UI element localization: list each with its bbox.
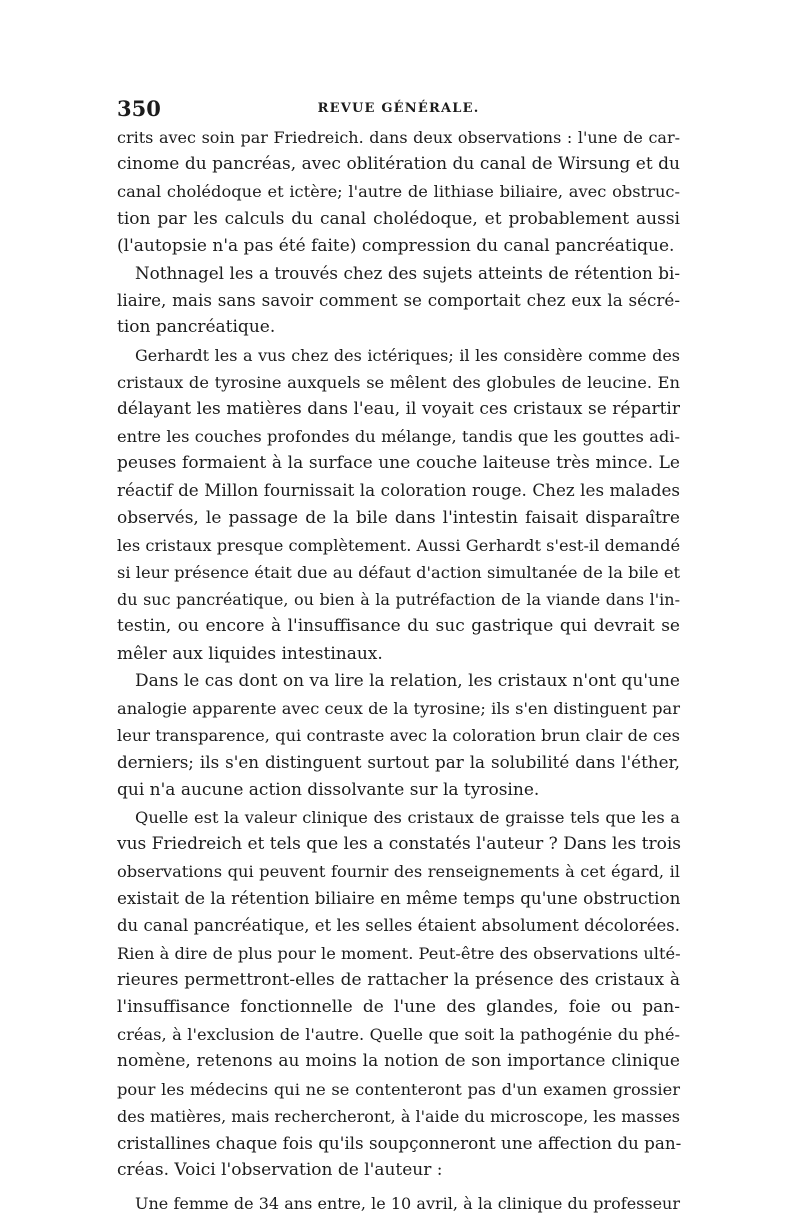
text-line: délayant les matières dans l'eau, il voyait ces cristaux se répartir [117, 398, 680, 419]
page-header [117, 96, 680, 126]
text-line: créas. Voici l'observation de l'auteur : [117, 1160, 443, 1181]
paragraph-first-line: Quelle est la valeur clinique des cristaux de graisse tels que les a [135, 807, 680, 827]
text-line: leur transparence, qui contraste avec la coloration brun clair de ces [117, 726, 680, 746]
text-line: existait de la rétention biliaire en même temps qu'une obstruction [117, 888, 681, 909]
text-line: créas, à l'exclusion de l'autre. Quelle que soit la pathogénie du phé- [117, 1025, 680, 1045]
page-number: 350 [117, 96, 161, 121]
text-line: crits avec soin par Friedreich. dans deux observations : l'une de car- [117, 128, 680, 147]
text-line: canal cholédoque et ictère; l'autre de lithiase biliaire, avec obstruc- [117, 182, 680, 202]
text-line: du canal pancréatique, et les selles étaient absolument décolorées. [117, 916, 680, 936]
text-line: cristallines chaque fois qu'ils soupçonneront une affection du pan- [117, 1132, 682, 1153]
text-line: (l'autopsie n'a pas été faite) compression du canal pancréatique. [117, 235, 675, 256]
text-line: les cristaux presque complètement. Aussi Gerhardt s'est-il demandé [117, 535, 681, 555]
paragraph-first-line: Nothnagel les a trouvés chez des sujets atteints de rétention bi- [135, 262, 680, 283]
text-line: mêler aux liquides intestinaux. [117, 643, 383, 664]
text-line: Rien à dire de plus pour le moment. Peut-être des observations ulté- [117, 943, 681, 963]
body-text [117, 124, 680, 1218]
text-line: liaire, mais sans savoir comment se comportait chez eux la sécré- [117, 290, 680, 311]
text-line: analogie apparente avec ceux de la tyrosine; ils s'en distinguent par [117, 698, 680, 718]
text-line: du suc pancréatique, ou bien à la putréfaction de la viande dans l'in- [117, 590, 680, 610]
text-line: tion pancréatique. [117, 317, 276, 338]
text-line: rieures permettront-elles de rattacher la présence des cristaux à [117, 969, 680, 990]
text-line: des matières, mais rechercheront, à l'aide du microscope, les masses [117, 1106, 680, 1126]
text-line: réactif de Millon fournissait la coloration rouge. Chez les malades [117, 480, 680, 501]
text-line: peuses formaient à la surface une couche laiteuse très mince. Le [117, 453, 680, 474]
text-line: cristaux de tyrosine auxquels se mêlent des globules de leucine. En [117, 372, 680, 392]
paragraph-first-line: Dans le cas dont on va lire la relation, les cristaux n'ont qu'une [135, 670, 680, 691]
text-line: observés, le passage de la bile dans l'intestin faisait disparaître [117, 507, 680, 528]
paragraph-first-line: Gerhardt les a vus chez des ictériques; il les considère comme des [135, 345, 680, 365]
text-line: l'insuffisance fonctionnelle de l'une des glandes, foie ou pan- [117, 997, 680, 1017]
text-line: cinome du pancréas, avec oblitération du canal de Wirsung et du [117, 154, 680, 175]
running-head: REVUE GÉNÉRALE. [317, 101, 480, 116]
text-line: nomène, retenons au moins la notion de son importance clinique [117, 1051, 680, 1072]
text-line: tion par les calculs du canal cholédoque, et probablement aussi [117, 208, 680, 229]
paragraph-first-line: Une femme de 34 ans entre, le 10 avril, à la clinique du professeur [135, 1194, 680, 1214]
text-line: pour les médecins qui ne se contenteront pas d'un examen grossier [117, 1079, 680, 1099]
text-line: si leur présence était due au défaut d'action simultanée de la bile et [117, 563, 680, 582]
text-line: testin, ou encore à l'insuffisance du suc gastrique qui devrait se [117, 616, 680, 637]
text-line: vus Friedreich et tels que les a constatés l'auteur ? Dans les trois [117, 833, 682, 854]
text-line: entre les couches profondes du mélange, tandis que les gouttes adi- [117, 427, 680, 447]
text-line: derniers; ils s'en distinguent surtout par la solubilité dans l'éther, [117, 752, 680, 773]
text-line: qui n'a aucune action dissolvante sur la tyrosine. [117, 779, 540, 800]
text-line: observations qui peuvent fournir des renseignements à cet égard, il [117, 862, 680, 882]
